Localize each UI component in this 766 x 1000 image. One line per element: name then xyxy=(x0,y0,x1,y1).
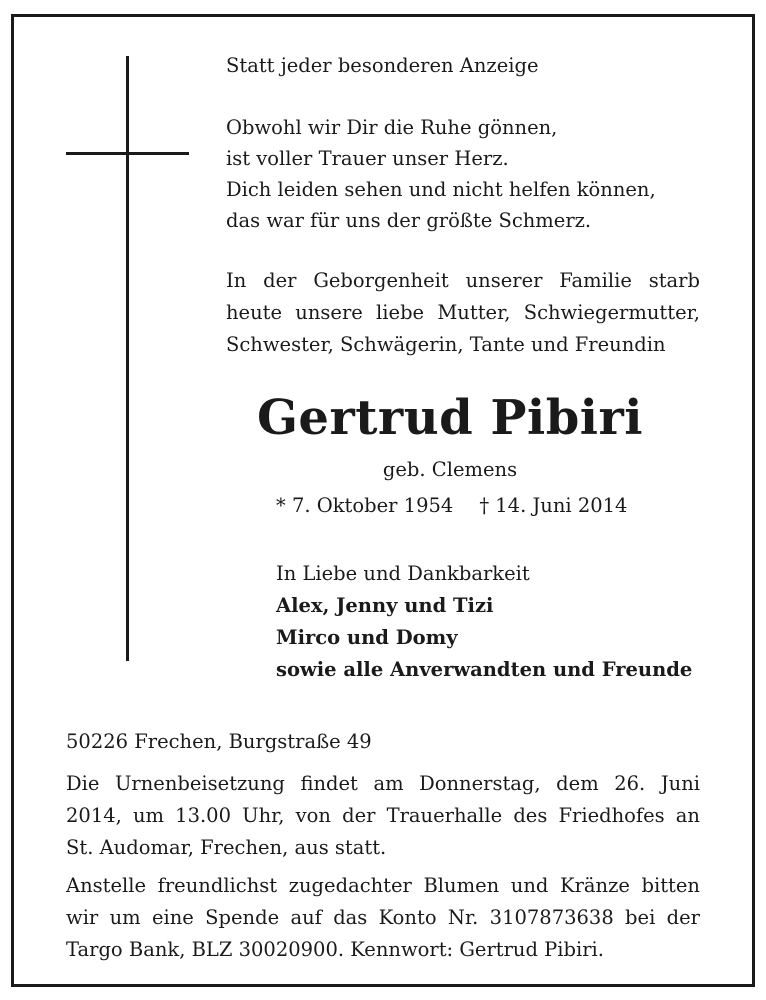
life-dates xyxy=(276,492,627,520)
funeral-text-line: Die Urnenbeisetzung findet am Donnerstag, dem 26. Juni xyxy=(66,772,700,795)
announcement-line: Schwester, Schwägerin, Tante und Freundin xyxy=(226,333,666,356)
poem-line: Obwohl wir Dir die Ruhe gönnen, xyxy=(226,116,558,139)
funeral-text-line: Targo Bank, BLZ 30020900. Kennwort: Gertrud Pibiri. xyxy=(66,938,604,961)
announcement-line: heute unsere liebe Mutter, Schwiegermutter, xyxy=(226,301,700,324)
mourner-name: Alex, Jenny und Tizi xyxy=(276,594,494,617)
header-line: Statt jeder besonderen Anzeige xyxy=(226,54,539,77)
mourners-block xyxy=(276,558,692,686)
mourner-name: sowie alle Anverwandten und Freunde xyxy=(276,658,693,681)
deceased-name: Gertrud Pibiri xyxy=(256,390,644,446)
cross-icon-vertical-bar xyxy=(126,56,129,661)
poem-line: Dich leiden sehen und nicht helfen können, xyxy=(226,178,656,201)
funeral-text-line: St. Audomar, Frechen, aus statt. xyxy=(66,836,387,859)
funeral-text-line: wir um eine Spende auf das Konto Nr. 3107873638 bei der xyxy=(66,906,700,929)
poem-line: ist voller Trauer unser Herz. xyxy=(226,147,509,170)
mourner-name: Mirco und Domy xyxy=(276,626,458,649)
birth-date: * 7. Oktober 1954 xyxy=(276,494,454,517)
birth-name: geb. Clemens xyxy=(382,458,518,481)
poem-line: das war für uns der größte Schmerz. xyxy=(226,209,592,232)
address: 50226 Frechen, Burgstraße 49 xyxy=(66,730,372,753)
funeral-text-line: 2014, um 13.00 Uhr, von der Trauerhalle des Friedhofes an xyxy=(66,804,700,827)
mourners-intro: In Liebe und Dankbarkeit xyxy=(276,562,530,585)
funeral-text-line: Anstelle freundlichst zugedachter Blumen und Kränze bitten xyxy=(66,874,700,897)
death-date: † 14. Juni 2014 xyxy=(479,494,628,517)
cross-icon-horizontal-bar xyxy=(66,152,189,155)
announcement-line: In der Geborgenheit unserer Familie starb xyxy=(226,269,700,292)
